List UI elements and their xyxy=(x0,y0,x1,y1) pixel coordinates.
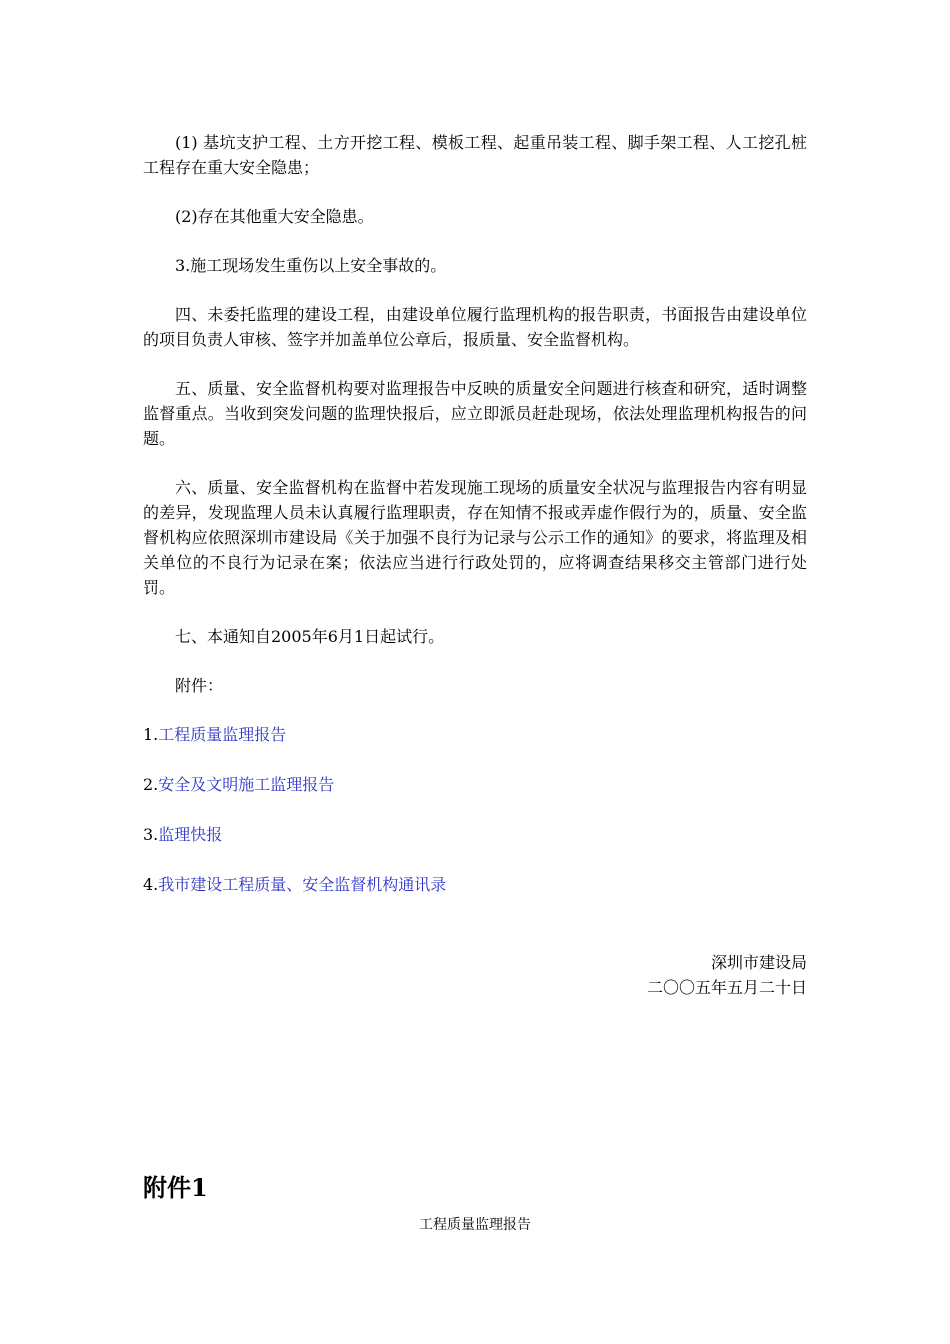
attachment-number: 2. xyxy=(143,775,159,794)
paragraph-item-1: (1) 基坑支护工程、土方开挖工程、模板工程、起重吊装工程、脚手架工程、人工挖孔桩工程存在重大安全隐患； xyxy=(143,133,807,177)
paragraph-section-6: 六、质量、安全监督机构在监督中若发现施工现场的质量安全状况与监理报告内容有明显的差异，发现监理人员未认真履行监理职责，存在知情不报或弄虚作假行为的，质量、安全监督机构应依照深圳市建设局《关于加强不良行为记录与公示工作的通知》的要求，将监理及相关单位的不良行为记录在案；依法应当进行行政处罚的，应将调查结果移交主管部门进行处罚。 xyxy=(143,478,807,597)
attachment-link-text[interactable]: 监理快报 xyxy=(158,825,223,844)
paragraph-section-4: 四、未委托监理的建设工程，由建设单位履行监理机构的报告职责，书面报告由建设单位的项目负责人审核、签字并加盖单位公章后，报质量、安全监督机构。 xyxy=(143,305,807,349)
paragraph-item-3: 3.施工现场发生重伤以上安全事故的。 xyxy=(175,256,447,275)
attachment-number: 4. xyxy=(143,875,159,894)
paragraph-item-2: (2)存在其他重大安全隐患。 xyxy=(175,207,374,226)
attachment-link-3[interactable] xyxy=(143,822,807,847)
attachment-link-2[interactable] xyxy=(143,772,807,797)
attachment-link-text[interactable]: 工程质量监理报告 xyxy=(158,725,287,744)
paragraph-section-7: 七、本通知自2005年6月1日起试行。 xyxy=(175,627,445,646)
attachment-link-1[interactable] xyxy=(143,722,807,747)
attachment-link-text[interactable]: 我市建设工程质量、安全监督机构通讯录 xyxy=(158,875,447,894)
appendix-title: 工程质量监理报告 xyxy=(419,1217,531,1233)
paragraph-section-5: 五、质量、安全监督机构要对监理报告中反映的质量安全问题进行核查和研究，适时调整监督重点。当收到突发问题的监理快报后，应立即派员赶赴现场，依法处理监理机构报告的问题。 xyxy=(143,379,807,448)
signature-date: 二〇〇五年五月二十日 xyxy=(646,978,807,997)
attachments-label: 附件： xyxy=(175,676,224,695)
attachment-number: 3. xyxy=(143,825,159,844)
attachment-number: 1. xyxy=(143,725,159,744)
document-body xyxy=(143,130,807,922)
attachment-link-text[interactable]: 安全及文明施工监理报告 xyxy=(158,775,335,794)
attachment-link-4[interactable] xyxy=(143,872,807,897)
signature-block xyxy=(143,950,807,1000)
appendix-heading: 附件1 xyxy=(143,1173,208,1202)
signature-org: 深圳市建设局 xyxy=(710,953,807,972)
